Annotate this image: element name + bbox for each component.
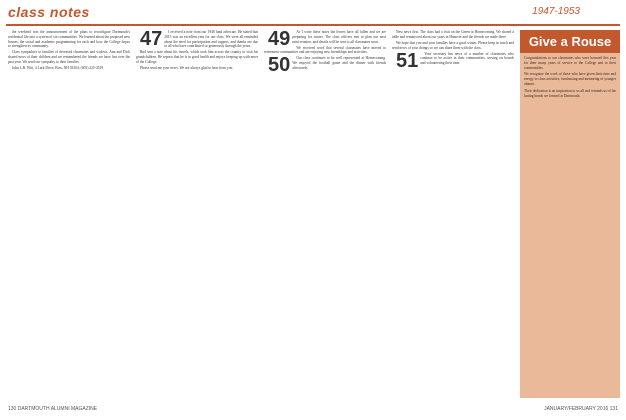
paragraph (264, 54, 386, 77)
footer-page-right: JANUARY/FEBRUARY 2016 131 (544, 406, 618, 412)
paragraph: John L.B. Witt, 4 Lark Drive, Bow, NH 03304; (603) 225-4519. (12, 65, 104, 70)
column-3 (264, 30, 386, 398)
paragraph: We hope that you and your families have a good winter. Please keep in touch and send news of your doings so we can share them with the class. (392, 40, 514, 50)
sidebar-paragraph: Their dedication is an inspiration to us all and reminds us of the lasting bonds we formed at Dartmouth. (524, 88, 616, 98)
paragraph: Please send me your news. We are always glad to hear from you. (140, 65, 234, 70)
sidebar-body (520, 53, 620, 103)
sidebar-paragraph: Congratulations to our classmates who were honored this year for their many years of service to the College and to their communities. (524, 56, 616, 70)
paragraph-text: I received a note from our 1948 fund advocate. He stated that 2015 was an excellent year for our class. We were all reminded about the need for participation and support, and thanks are due to all who have contributed so generously through the years. (164, 30, 258, 49)
section-title: class notes (8, 4, 90, 20)
paragraph: Bud sent a note about his travels, which took him across the country to visit his grandchildren. He reports that he is in good health and enjoys keeping up with news of the College. (136, 50, 258, 64)
header-rule (6, 24, 620, 26)
paragraph-text: Our class continues to be well represented at Homecoming. We enjoyed the football game and the dinner with friends afterwards. (292, 56, 386, 70)
paragraph: the weekend was the announcement of the plans to reconfigure Dartmouth's residential life into a system of six communities. We learned about the proposed new houses, the social and academic programming for each and how the College hopes to strengthen its community. (8, 30, 130, 49)
paragraph-text: Your secretary has news of a number of classmates who continue to be active in their communities, serving on boards and volunteering their time. (420, 51, 514, 66)
paragraph: Class sympathies to families of deceased classmates and widows. Ann and Dick shared news of their children and we remembered the friends we have lost over the past year. We send our sympathy to their families. (8, 50, 130, 64)
footer-page-left: 130 DARTMOUTH ALUMNI MAGAZINE (8, 406, 98, 412)
paragraph (136, 30, 258, 49)
paragraph: New news first. The class had a visit on the Green at Homecoming. We shared a table and reminisced about our years in Hanover and the friends we made there. (392, 30, 514, 39)
column-2 (136, 30, 258, 398)
class-year-number: 50 (268, 54, 291, 77)
page-header (0, 0, 626, 26)
paragraph: We received word that several classmates have moved to retirement communities and are enjoying new friendships and activities. (264, 45, 386, 55)
class-years: 1947-1953 (532, 6, 580, 17)
class-year-number: 51 (396, 49, 419, 72)
class-year-number: 49 (268, 30, 291, 50)
class-year-number: 47 (140, 30, 163, 50)
paragraph (392, 49, 514, 72)
sidebar-title: Give a Rouse (520, 30, 620, 53)
column-1 (8, 30, 130, 398)
column-4 (392, 30, 514, 398)
sidebar-paragraph: We recognize the work of those who have given their time and energy to class activities, fundraising and mentoring of younger alumni. (524, 72, 616, 86)
paragraph-text: As I write these notes the leaves have all fallen and we are preparing for winter. The class officers met to plan our next mini-reunion, and details will be sent to all classmates soon. (292, 30, 386, 44)
give-a-rouse-sidebar (520, 30, 620, 398)
